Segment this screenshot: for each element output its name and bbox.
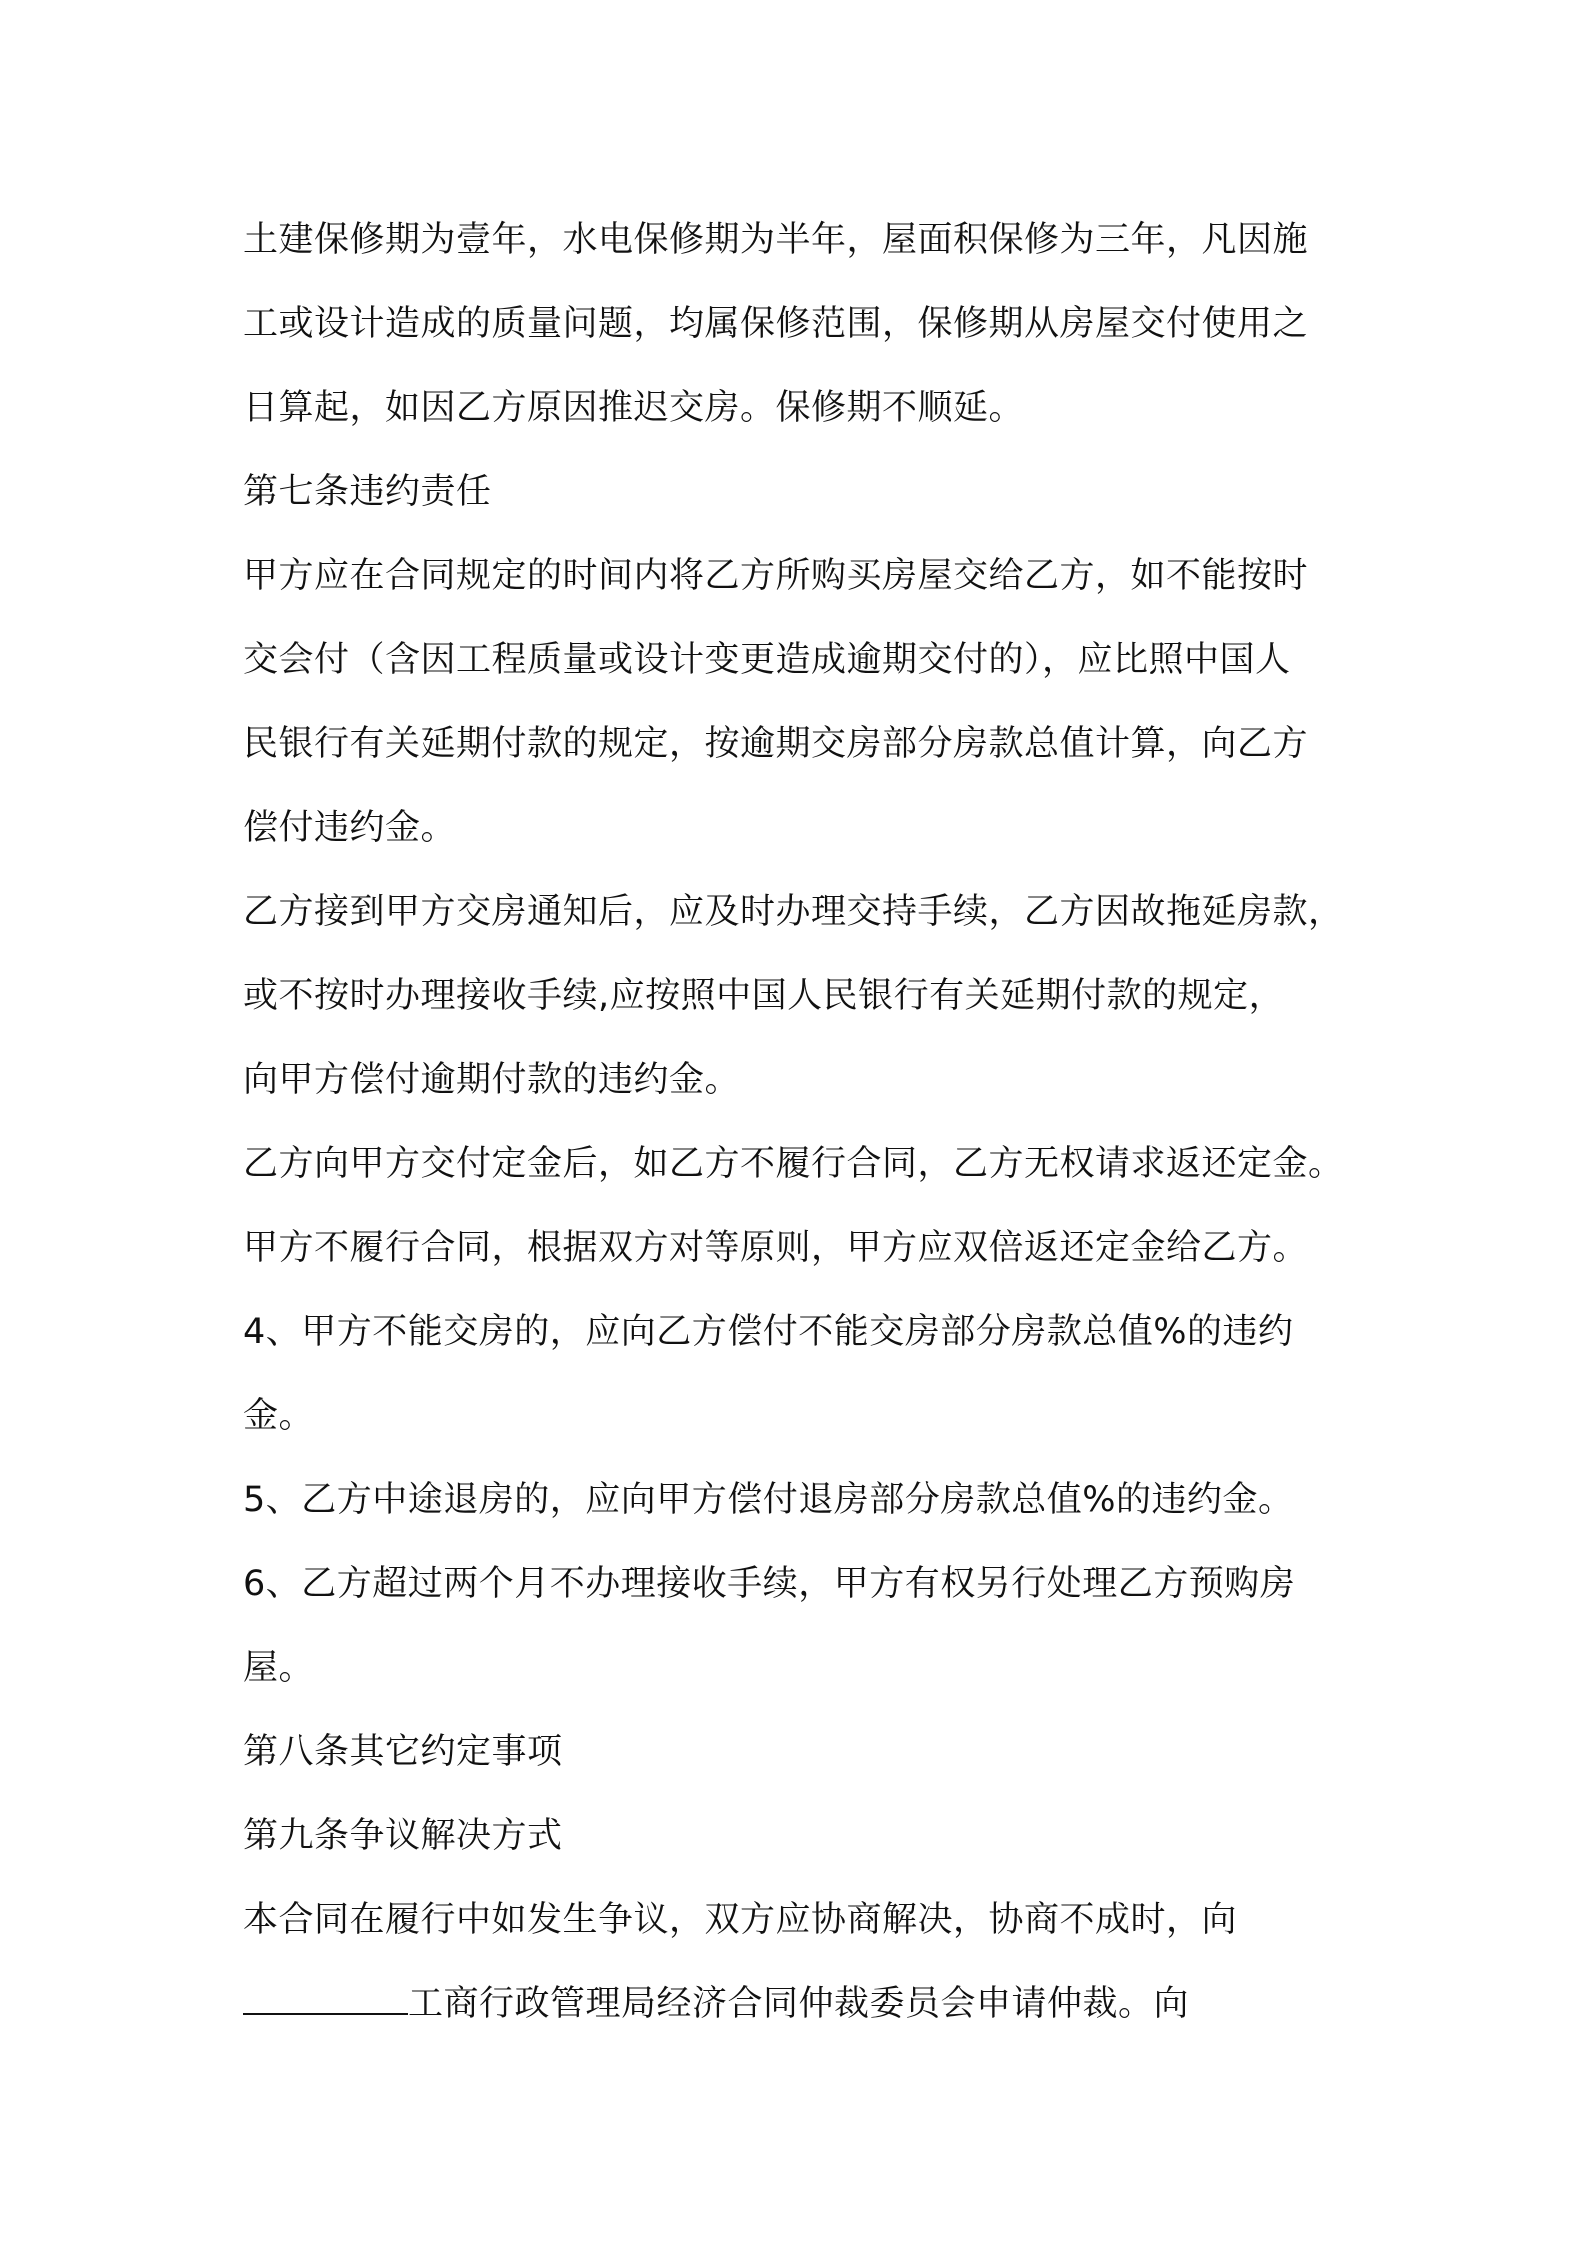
document-body [243, 198, 1363, 2046]
text-line: 甲方应在合同规定的时间内将乙方所购买房屋交给乙方，如不能按时 [243, 556, 1309, 596]
text-line: 或不按时办理接收手续,应按照中国人民银行有关延期付款的规定， [243, 976, 1285, 1016]
fill-in-blank [243, 1983, 408, 2015]
text-line: 金。 [243, 1396, 315, 1436]
text-line: 乙方接到甲方交房通知后，应及时办理交持手续，乙方因故拖延房款， [243, 892, 1344, 932]
text-line: 土建保修期为壹年，水电保修期为半年，屋面积保修为三年，凡因施 [243, 220, 1309, 260]
text-line: 本合同在履行中如发生争议，双方应协商解决，协商不成时，向 [243, 1900, 1238, 1940]
text-line: 屋。 [243, 1648, 315, 1688]
text-line: 民银行有关延期付款的规定，按逾期交房部分房款总值计算，向乙方 [243, 724, 1309, 764]
text-line: 日算起，如因乙方原因推迟交房。保修期不顺延。 [243, 388, 1025, 428]
text-line: 偿付违约金。 [243, 808, 457, 848]
list-item-4: 4、甲方不能交房的，应向乙方偿付不能交房部分房款总值%的违约 [243, 1312, 1294, 1352]
text-line: 交会付（含因工程质量或设计变更造成逾期交付的），应比照中国人 [243, 640, 1291, 680]
text-line: 向甲方偿付逾期付款的违约金。 [243, 1060, 741, 1100]
section-heading-article-7: 第七条违约责任 [243, 472, 492, 512]
text-line: 工或设计造成的质量问题，均属保修范围，保修期从房屋交付使用之 [243, 304, 1309, 344]
text-line-with-blank [243, 1962, 1363, 2046]
section-heading-article-9: 第九条争议解决方式 [243, 1816, 563, 1856]
text-line: 甲方不履行合同，根据双方对等原则，甲方应双倍返还定金给乙方。 [243, 1228, 1309, 1268]
list-item-6: 6、乙方超过两个月不办理接收手续，甲方有权另行处理乙方预购房 [243, 1564, 1296, 1604]
list-item-5: 5、乙方中途退房的，应向甲方偿付退房部分房款总值%的违约金。 [243, 1480, 1294, 1520]
text-line: 乙方向甲方交付定金后，如乙方不履行合同，乙方无权请求返还定金。 [243, 1144, 1344, 1184]
text-segment: 工商行政管理局经济合同仲裁委员会申请仲裁。向 [408, 1984, 1190, 2024]
section-heading-article-8: 第八条其它约定事项 [243, 1732, 563, 1772]
